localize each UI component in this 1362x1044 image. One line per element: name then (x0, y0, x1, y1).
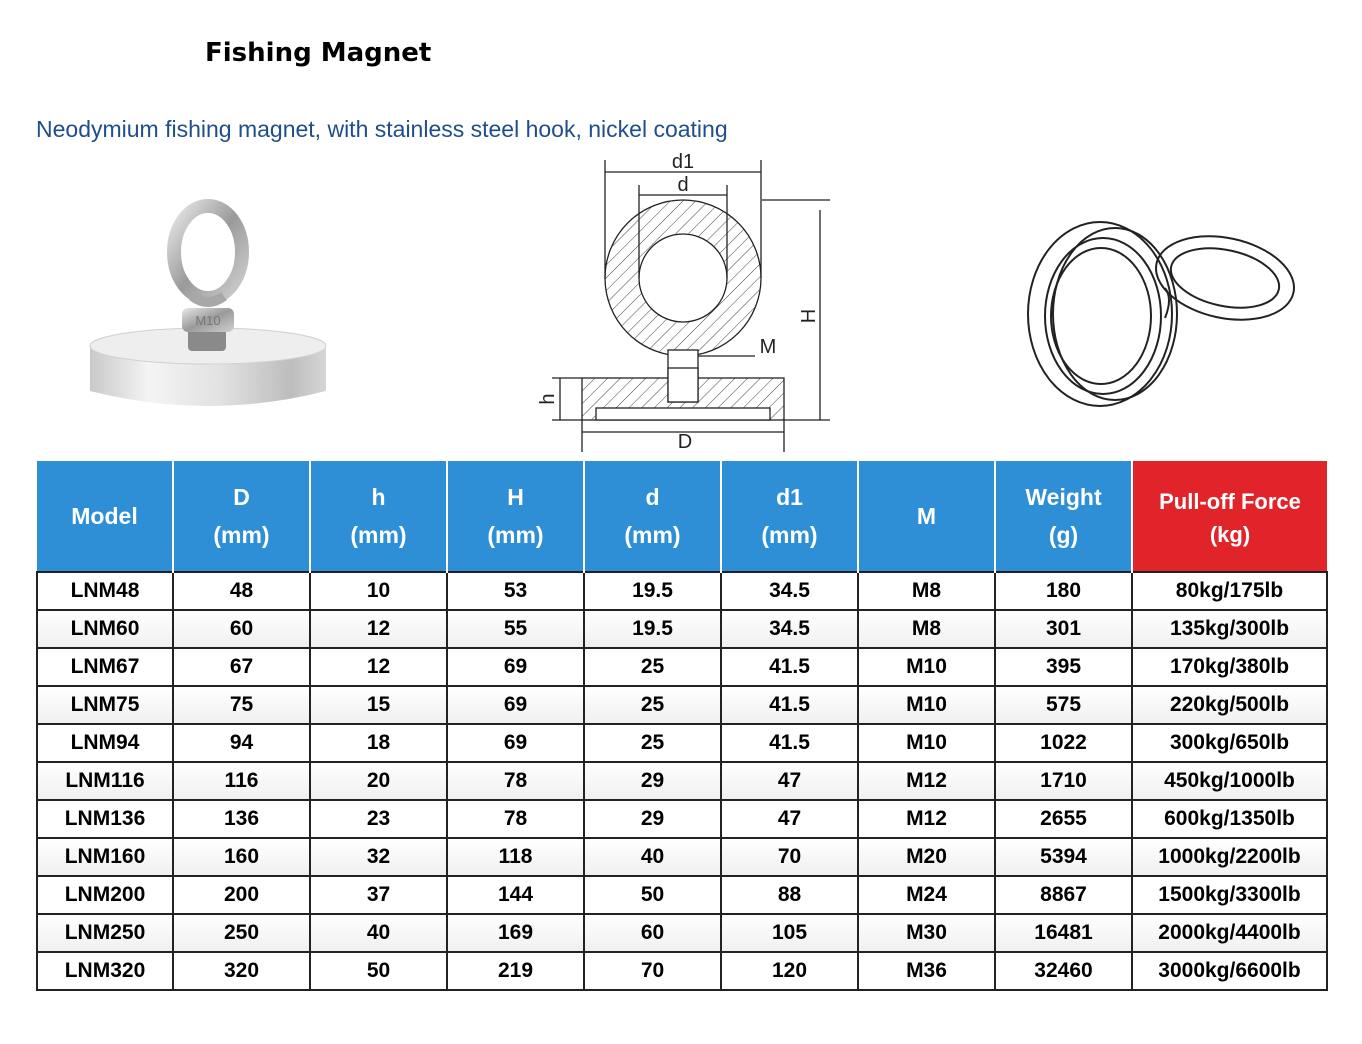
cell-d: 70 (584, 952, 721, 990)
cell-pull-force: 3000kg/6600lb (1132, 952, 1327, 990)
cell-weight: 2655 (995, 800, 1132, 838)
table-row (37, 686, 1327, 724)
cell-d1: 47 (721, 800, 858, 838)
cell-thread: M36 (858, 952, 995, 990)
cell-thread: M20 (858, 838, 995, 876)
cell-d1: 41.5 (721, 686, 858, 724)
cell-H: 118 (447, 838, 584, 876)
cell-d1: 41.5 (721, 724, 858, 762)
table-row (37, 572, 1327, 610)
dimension-drawing (530, 150, 840, 455)
cell-h: 15 (310, 686, 447, 724)
cell-diameter: 48 (173, 572, 310, 610)
cell-h: 40 (310, 914, 447, 952)
header-model: Model (37, 461, 173, 572)
magnet-iso-drawing (1015, 218, 1305, 418)
cell-d1: 41.5 (721, 648, 858, 686)
cell-pull-force: 220kg/500lb (1132, 686, 1327, 724)
table-row (37, 610, 1327, 648)
table-header-row (37, 461, 1327, 572)
table-row (37, 838, 1327, 876)
cell-weight: 1022 (995, 724, 1132, 762)
label-D: D (677, 431, 693, 453)
cell-d1: 47 (721, 762, 858, 800)
cell-diameter: 60 (173, 610, 310, 648)
label-M: M (759, 336, 777, 358)
cell-d: 29 (584, 800, 721, 838)
cell-model: LNM94 (37, 724, 173, 762)
cell-d: 29 (584, 762, 721, 800)
cell-d: 40 (584, 838, 721, 876)
cell-model: LNM60 (37, 610, 173, 648)
cell-d1: 105 (721, 914, 858, 952)
magnet-photo (88, 196, 328, 421)
cell-pull-force: 170kg/380lb (1132, 648, 1327, 686)
cell-diameter: 75 (173, 686, 310, 724)
cell-diameter: 200 (173, 876, 310, 914)
cell-thread: M8 (858, 572, 995, 610)
cell-h: 12 (310, 648, 447, 686)
cell-diameter: 136 (173, 800, 310, 838)
label-H: H (798, 308, 820, 324)
table-row (37, 876, 1327, 914)
cell-H: 55 (447, 610, 584, 648)
cell-pull-force: 1000kg/2200lb (1132, 838, 1327, 876)
cell-diameter: 320 (173, 952, 310, 990)
cell-thread: M10 (858, 724, 995, 762)
cell-thread: M12 (858, 800, 995, 838)
cell-model: LNM250 (37, 914, 173, 952)
label-h: h (537, 393, 559, 405)
cell-thread: M10 (858, 648, 995, 686)
cell-h: 10 (310, 572, 447, 610)
cell-d: 19.5 (584, 572, 721, 610)
cell-model: LNM75 (37, 686, 173, 724)
cell-H: 169 (447, 914, 584, 952)
cell-H: 78 (447, 800, 584, 838)
cell-weight: 1710 (995, 762, 1132, 800)
cell-model: LNM116 (37, 762, 173, 800)
table-row (37, 762, 1327, 800)
cell-H: 78 (447, 762, 584, 800)
cell-d1: 88 (721, 876, 858, 914)
label-d1: d1 (671, 151, 695, 173)
cell-h: 20 (310, 762, 447, 800)
cell-diameter: 116 (173, 762, 310, 800)
cell-d: 60 (584, 914, 721, 952)
cell-H: 53 (447, 572, 584, 610)
cell-H: 69 (447, 686, 584, 724)
table-row (37, 914, 1327, 952)
cell-h: 32 (310, 838, 447, 876)
cell-diameter: 250 (173, 914, 310, 952)
cell-d: 25 (584, 648, 721, 686)
cell-H: 69 (447, 648, 584, 686)
cell-h: 23 (310, 800, 447, 838)
cell-weight: 8867 (995, 876, 1132, 914)
cell-d: 25 (584, 686, 721, 724)
cell-pull-force: 1500kg/3300lb (1132, 876, 1327, 914)
spec-table (36, 461, 1328, 991)
cell-weight: 5394 (995, 838, 1132, 876)
cell-model: LNM200 (37, 876, 173, 914)
cell-diameter: 160 (173, 838, 310, 876)
cell-model: LNM48 (37, 572, 173, 610)
cell-H: 69 (447, 724, 584, 762)
cell-h: 18 (310, 724, 447, 762)
cell-model: LNM320 (37, 952, 173, 990)
cell-d1: 70 (721, 838, 858, 876)
label-d: d (677, 174, 689, 196)
eyebolt-marking: M10 (195, 313, 221, 328)
table-row (37, 800, 1327, 838)
cell-H: 144 (447, 876, 584, 914)
table-row (37, 952, 1327, 990)
cell-weight: 180 (995, 572, 1132, 610)
cell-model: LNM160 (37, 838, 173, 876)
cell-thread: M10 (858, 686, 995, 724)
product-subtitle: Neodymium fishing magnet, with stainless steel hook, nickel coating (36, 116, 728, 142)
cell-model: LNM67 (37, 648, 173, 686)
cell-d: 19.5 (584, 610, 721, 648)
cell-pull-force: 450kg/1000lb (1132, 762, 1327, 800)
table-row (37, 724, 1327, 762)
cell-thread: M8 (858, 610, 995, 648)
header-height-base: h (mm) (310, 461, 447, 572)
cell-thread: M30 (858, 914, 995, 952)
header-total-height: H (mm) (447, 461, 584, 572)
page-title: Fishing Magnet (205, 38, 432, 68)
cell-weight: 32460 (995, 952, 1132, 990)
header-diameter: D (mm) (173, 461, 310, 572)
cell-pull-force: 135kg/300lb (1132, 610, 1327, 648)
cell-thread: M12 (858, 762, 995, 800)
cell-weight: 301 (995, 610, 1132, 648)
header-pull-force: Pull-off Force (kg) (1132, 461, 1327, 572)
cell-d: 25 (584, 724, 721, 762)
cell-weight: 395 (995, 648, 1132, 686)
cell-model: LNM136 (37, 800, 173, 838)
cell-pull-force: 300kg/650lb (1132, 724, 1327, 762)
cell-d1: 120 (721, 952, 858, 990)
cell-diameter: 94 (173, 724, 310, 762)
cell-h: 12 (310, 610, 447, 648)
cell-pull-force: 600kg/1350lb (1132, 800, 1327, 838)
cell-pull-force: 2000kg/4400lb (1132, 914, 1327, 952)
cell-h: 37 (310, 876, 447, 914)
cell-pull-force: 80kg/175lb (1132, 572, 1327, 610)
header-thread: M (858, 461, 995, 572)
cell-d: 50 (584, 876, 721, 914)
cell-thread: M24 (858, 876, 995, 914)
table-row (37, 648, 1327, 686)
cell-weight: 575 (995, 686, 1132, 724)
cell-H: 219 (447, 952, 584, 990)
header-ring-outer: d1 (mm) (721, 461, 858, 572)
header-ring-inner: d (mm) (584, 461, 721, 572)
cell-diameter: 67 (173, 648, 310, 686)
cell-d1: 34.5 (721, 610, 858, 648)
cell-weight: 16481 (995, 914, 1132, 952)
cell-d1: 34.5 (721, 572, 858, 610)
header-weight: Weight (g) (995, 461, 1132, 572)
cell-h: 50 (310, 952, 447, 990)
